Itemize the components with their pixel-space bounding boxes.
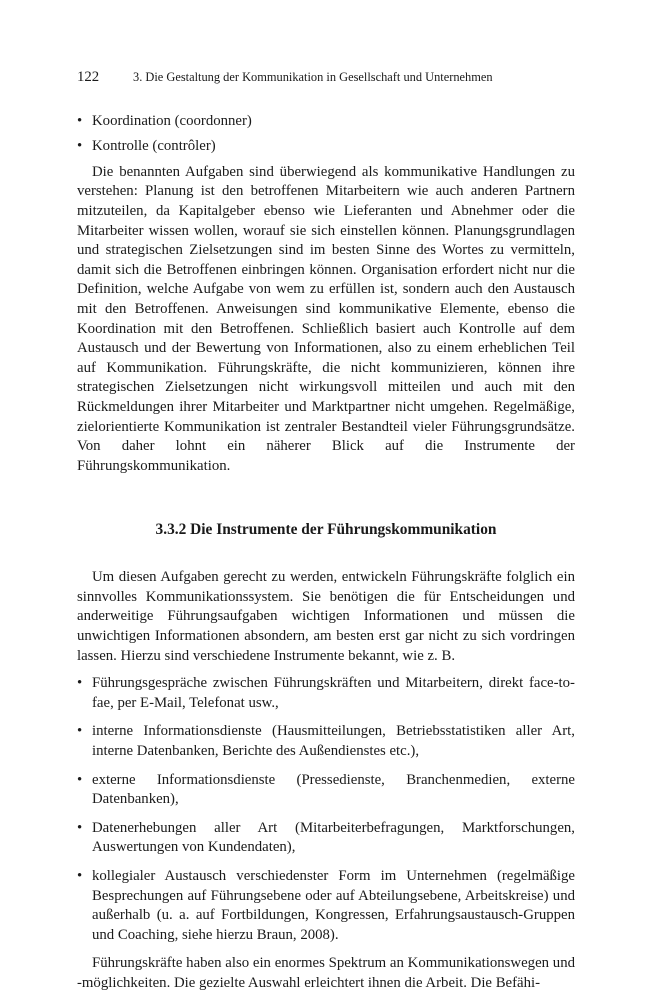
bullet-icon: • [77, 868, 83, 884]
list-item [77, 819, 575, 858]
list-item-text: Kontrolle (contrôler) [92, 138, 216, 155]
book-page [77, 68, 575, 994]
list-item-text: externe Informationsdienste (Pressedienste, Branchenmedien, externe Datenbanken), [92, 771, 575, 808]
list-item-text: interne Informationsdienste (Hausmitteilungen, Betriebsstatistiken aller Art, interne Datenbanken, Berichte des Außendienstes etc.), [92, 723, 575, 760]
bullet-icon: • [77, 675, 83, 692]
list-item-text: kollegialer Austausch verschiedenster Form im Unternehmen (regelmäßige Besprechungen auf Führungsebene oder auf Abteilungsebene, Arbeitskreise) und außerhalb (u. a. auf Fortbildungen, Kongressen, Erfahrungsaustausch-Gruppen und Coaching, siehe hierzu Braun, 2008). [92, 868, 575, 943]
bullet-icon: • [77, 112, 83, 129]
list-item [77, 137, 575, 157]
paragraph-system: Um diesen Aufgaben gerecht zu werden, entwickeln Führungskräfte folglich ein sinnvolles Kommunikationssystem. Sie benötigen die für Entscheidungen und anderweitige Führungsaufgaben wichtigen Informationen und müssen die unwichtigen Informationen absondern, am besten erst gar nicht zu sich vordringen lassen. Hierzu sind verschiedene Instrumente bekannt, wie z. B. [77, 569, 575, 664]
list-item [77, 867, 575, 945]
page-number: 122 [77, 69, 100, 85]
list-item [77, 722, 575, 761]
instruments-list [77, 674, 575, 945]
list-item-text: Datenerhebungen aller Art (Mitarbeiterbefragungen, Marktforschungen, Auswertungen von Kundendaten), [92, 819, 575, 856]
list-item-text: Koordination (coordonner) [92, 112, 252, 129]
list-item [77, 771, 575, 810]
bullet-icon: • [77, 819, 83, 836]
list-item [77, 674, 575, 713]
running-title: 3. Die Gestaltung der Kommunikation in Gesellschaft und Unternehmen [133, 70, 493, 84]
paragraph-spectrum: Führungskräfte haben also ein enormes Spektrum an Kommunikationswegen und -möglichkeiten. Die gezielte Auswahl erleichtert ihnen die Arbeit. Die Befähi- [77, 955, 575, 991]
task-list [77, 112, 575, 157]
running-header [77, 68, 575, 88]
bullet-icon: • [77, 723, 83, 740]
list-item [77, 112, 575, 132]
paragraph-tasks: Die benannten Aufgaben sind überwiegend als kommunikative Handlungen zu verstehen: Planung ist den betroffenen Mitarbeitern wie auch anderen Partnern mitzuteilen, da Kapitalgeber ebenso wie Lieferanten und Abnehmer oder die Mitarbeiter wissen wollen, worauf sie sich einstellen können. Planungsgrundlagen und strategischen Zielsetzungen sind im besten Sinne des Wortes zu vermitteln, damit sich die Betroffenen einbringen können. Organisation erfordert nicht nur die Definition, welche Aufgabe von wem zu erfüllen ist, sondern auch den Austausch mit den Betroffenen. Anweisungen sind kommunikative Elemente, ebenso die Koordination mit den Betroffenen. Schließlich basiert auch Kontrolle auf dem Austausch und der Bewertung von Informationen, also zu einem erheblichen Teil auf Kommunikation. Führungskräfte, die nicht kommunizieren, können ihre strategischen Zielsetzungen nicht wirkungsvoll mitteilen und auch mit den Rückmeldungen ihrer Mitarbeiter und Marktpartner nicht umgehen. Regelmäßige, zielorientierte Kommunikation ist zentraler Bestandteil vieler Führungsgrundsätze. Von daher lohnt ein näherer Blick auf die Instrumente der Führungskommunikation. [77, 163, 575, 474]
bullet-icon: • [77, 771, 83, 788]
section-heading: 3.3.2 Die Instrumente der Führungskommunikation [155, 521, 497, 539]
list-item-text: Führungsgespräche zwischen Führungskräften und Mitarbeitern, direkt face-to-fae, per E-Mail, Telefonat usw., [92, 675, 575, 711]
bullet-icon: • [77, 138, 83, 155]
